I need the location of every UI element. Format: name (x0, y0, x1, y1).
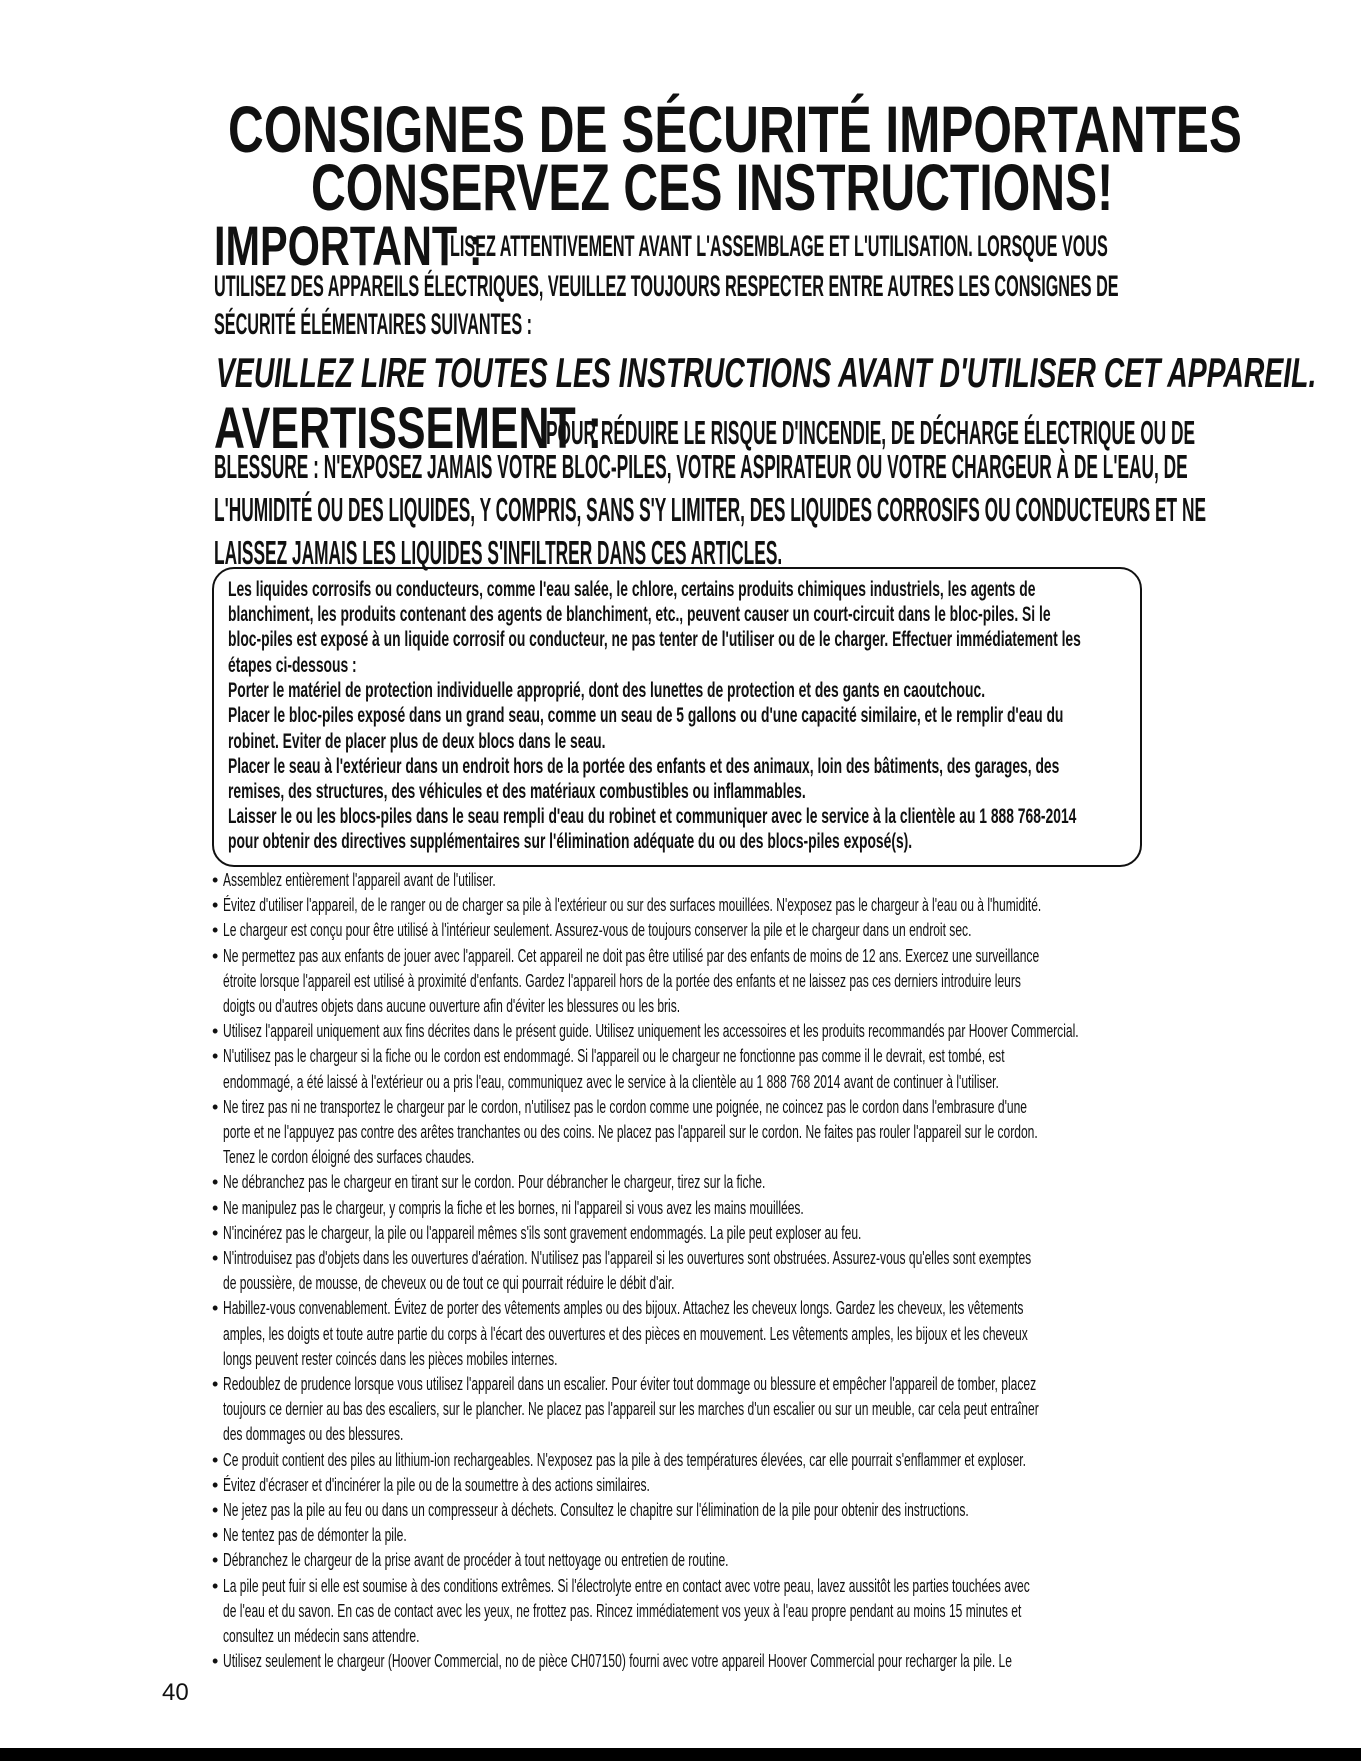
read-all-instructions: VEUILLEZ LIRE TOUTES LES INSTRUCTIONS AVANT D'UTILISER CET APPAREIL. (216, 349, 1317, 396)
warning-text-line: L'HUMIDITÉ OU DES LIQUIDES, Y COMPRIS, SANS S'Y LIMITER, DES LIQUIDES CORROSIFS OU CONDUCTEURS ET NE (214, 491, 1207, 528)
bullet-text: Ne débranchez pas le chargeur en tirant sur le cordon. Pour débrancher le chargeur, tirez sur la fiche. (223, 1172, 766, 1192)
notice-line: Porter le matériel de protection individuelle approprié, dont des lunettes de protection et des gants en caoutchouc. (228, 679, 986, 702)
notice-line: étapes ci-dessous : (228, 654, 357, 677)
notice-line: pour obtenir des directives supplémentaires sur l'élimination adéquate du ou des blocs-piles exposé(s). (228, 830, 913, 853)
title-line-1: CONSIGNES DE SÉCURITÉ IMPORTANTES (228, 92, 1242, 166)
bullet-text: Ne tirez pas ni ne transportez le chargeur par le cordon, n'utilisez pas le cordon comme une poignée, ne coincez pas le cordon dans l'embrasure d'une (223, 1097, 1027, 1117)
bullet-text: de poussière, de mousse, de cheveux ou de tout ce qui pourrait réduire le débit d'air. (223, 1273, 675, 1293)
bullet-text: Assemblez entièrement l'appareil avant de l'utiliser. (223, 870, 496, 890)
notice-line: bloc-piles est exposé à un liquide corrosif ou conducteur, ne pas tenter de l'utiliser ou de le charger. Effectuer immédiatement les (228, 628, 1081, 651)
bullet-text: N'incinérez pas le chargeur, la pile ou l'appareil mêmes s'ils sont gravement endommagés. La pile peut exploser au feu. (223, 1223, 862, 1243)
bullet-text: Évitez d'utiliser l'appareil, de le ranger ou de charger sa pile à l'extérieur ou sur des surfaces mouillées. N'exposez pas le chargeur à l'eau ou à l'humidité. (223, 895, 1042, 915)
bullet-text: consultez un médecin sans attendre. (223, 1626, 420, 1646)
bullet-dot-icon: • (212, 1223, 219, 1243)
bullet-text: Ce produit contient des piles au lithium-ion rechargeables. N'exposez pas la pile à des températures élevées, car elle pourrait s'enflammer et exploser. (223, 1450, 1027, 1470)
warning-heading: AVERTISSEMENT : (214, 396, 602, 461)
bullet-text: N'introduisez pas d'objets dans les ouvertures d'aération. N'utilisez pas l'appareil si les ouvertures sont obstruées. Assurez-vous qu'elles sont exemptes (223, 1248, 1032, 1268)
bullet-text: Ne jetez pas la pile au feu ou dans un compresseur à déchets. Consultez le chapitre sur l'élimination de la pile pour obtenir des instructions. (223, 1500, 969, 1520)
bullet-text: Évitez d'écraser et d'incinérer la pile ou de la soumettre à des actions similaires. (223, 1475, 650, 1495)
bullet-dot-icon: • (212, 1198, 219, 1218)
important-heading: IMPORTANT : (214, 214, 483, 277)
bullet-text: amples, les doigts et toute autre partie du corps à l'écart des ouvertures et des pièces en mouvement. Les vêtements amples, les bijoux et les cheveux (223, 1324, 1028, 1344)
bullet-dot-icon: • (212, 1021, 219, 1041)
bullet-text: longs peuvent rester coincés dans les pièces mobiles internes. (223, 1349, 558, 1369)
notice-line: Les liquides corrosifs ou conducteurs, comme l'eau salée, le chlore, certains produits chimiques industriels, les agents de (228, 578, 1036, 601)
warning-text-line: BLESSURE : N'EXPOSEZ JAMAIS VOTRE BLOC-PILES, VOTRE ASPIRATEUR OU VOTRE CHARGEUR À DE L'EAU, DE (214, 448, 1188, 485)
bullet-text: de l'eau et du savon. En cas de contact avec les yeux, ne frottez pas. Rincez immédiatement vos yeux à l'eau propre pendant au moins 15 minutes et (223, 1601, 1022, 1621)
notice-line: Laisser le ou les blocs-piles dans le seau rempli d'eau du robinet et communiquer avec le service à la clientèle au 1 888 768-2014 (228, 805, 1077, 828)
bullet-text: Tenez le cordon éloigné des surfaces chaudes. (223, 1147, 475, 1167)
bullet-dot-icon: • (212, 946, 219, 966)
bullet-text: Utilisez l'appareil uniquement aux fins décrites dans le présent guide. Utilisez uniquement les accessoires et les produits recommandés par Hoover Commercial. (223, 1021, 1079, 1041)
page-bottom-edge (0, 1748, 1361, 1761)
bullet-text: Ne tentez pas de démonter la pile. (223, 1525, 407, 1545)
bullet-dot-icon: • (212, 1298, 219, 1318)
bullet-text: Débranchez le chargeur de la prise avant de procéder à tout nettoyage ou entretien de routine. (223, 1550, 729, 1570)
bullet-text: toujours ce dernier au bas des escaliers, sur le plancher. Ne placez pas l'appareil sur les marches d'un escalier ou sur un meuble, car cela peut entraîner (223, 1399, 1039, 1419)
page-number: 40 (162, 1679, 189, 1706)
bullet-dot-icon: • (212, 1651, 219, 1671)
bullet-text: La pile peut fuir si elle est soumise à des conditions extrêmes. Si l'électrolyte entre en contact avec votre peau, lavez aussitôt les parties touchées avec (223, 1576, 1030, 1596)
bullet-dot-icon: • (212, 1172, 219, 1192)
bullet-text: Utilisez seulement le chargeur (Hoover Commercial, no de pièce CH07150) fourni avec votre appareil Hoover Commercial pour recharger la pile. Le (223, 1651, 1012, 1671)
bullet-dot-icon: • (212, 1097, 219, 1117)
notice-line: Placer le bloc-piles exposé dans un grand seau, comme un seau de 5 gallons ou d'une capacité similaire, et le remplir d'eau du (228, 704, 1064, 727)
title-line-2: CONSERVEZ CES INSTRUCTIONS! (311, 150, 1114, 224)
bullet-dot-icon: • (212, 1450, 219, 1470)
bullet-dot-icon: • (212, 1374, 219, 1394)
warning-text-line: LAISSEZ JAMAIS LES LIQUIDES S'INFILTRER DANS CES ARTICLES. (214, 534, 783, 571)
bullet-dot-icon: • (212, 1576, 219, 1596)
bullet-dot-icon: • (212, 870, 219, 890)
bullet-dot-icon: • (212, 1248, 219, 1268)
bullet-text: des dommages ou des blessures. (223, 1424, 404, 1444)
bullet-text: Ne manipulez pas le chargeur, y compris la fiche et les bornes, ni l'appareil si vous avez les mains mouillées. (223, 1198, 804, 1218)
warning-text-line: POUR RÉDUIRE LE RISQUE D'INCENDIE, DE DÉCHARGE ÉLECTRIQUE OU DE (546, 414, 1196, 451)
notice-line: robinet. Eviter de placer plus de deux blocs dans le seau. (228, 730, 606, 753)
notice-line: remises, des structures, des véhicules et des matériaux combustibles ou inflammables. (228, 780, 806, 803)
bullet-text: porte et ne l'appuyez pas contre des arêtes tranchantes ou des coins. Ne placez pas l'appareil sur le cordon. Ne faites pas rouler l'appareil sur le cordon. (223, 1122, 1038, 1142)
bullet-text: étroite lorsque l'appareil est utilisé à proximité d'enfants. Gardez l'appareil hors de la portée des enfants et ne laissez pas ces derniers introduire leurs (223, 971, 1021, 991)
bullet-text: doigts ou d'autres objets dans aucune ouverture afin d'éviter les blessures ou les bris. (223, 996, 681, 1016)
bullet-text: N'utilisez pas le chargeur si la fiche ou le cordon est endommagé. Si l'appareil ou le chargeur ne fonctionne pas comme il le devrait, est tombé, est (223, 1046, 1005, 1066)
bullet-text: Habillez-vous convenablement. Évitez de porter des vêtements amples ou des bijoux. Attachez les cheveux longs. Gardez les cheveux, les vêtements (223, 1298, 1024, 1318)
notice-line: Placer le seau à l'extérieur dans un endroit hors de la portée des enfants et des animaux, loin des bâtiments, des garages, des (228, 755, 1060, 778)
bullet-text: Redoublez de prudence lorsque vous utilisez l'appareil dans un escalier. Pour éviter tout dommage ou blessure et empêcher l'appareil de tomber, placez (223, 1374, 1037, 1394)
bullet-dot-icon: • (212, 920, 219, 940)
bullet-dot-icon: • (212, 1550, 219, 1570)
bullet-dot-icon: • (212, 895, 219, 915)
important-text-line: SÉCURITÉ ÉLÉMENTAIRES SUIVANTES : (214, 308, 533, 341)
important-text-line: UTILISEZ DES APPAREILS ÉLECTRIQUES, VEUILLEZ TOUJOURS RESPECTER ENTRE AUTRES LES CONSIGNES DE (214, 270, 1119, 303)
important-text-line: LISEZ ATTENTIVEMENT AVANT L'ASSEMBLAGE ET L'UTILISATION. LORSQUE VOUS (450, 230, 1108, 263)
bullet-text: endommagé, a été laissé à l'extérieur ou a pris l'eau, communiquez avec le service à la clientèle au 1 888 768 2014 avant de continuer à l'utiliser. (223, 1072, 999, 1092)
bullet-dot-icon: • (212, 1500, 219, 1520)
bullet-dot-icon: • (212, 1475, 219, 1495)
bullet-text: Ne permettez pas aux enfants de jouer avec l'appareil. Cet appareil ne doit pas être utilisé par des enfants de moins de 12 ans. Exercez une surveillance (223, 946, 1040, 966)
bullet-dot-icon: • (212, 1525, 219, 1545)
bullet-dot-icon: • (212, 1046, 219, 1066)
notice-line: blanchiment, les produits contenant des agents de blanchiment, etc., peuvent causer un court-circuit dans le bloc-piles. Si le (228, 603, 1051, 626)
bullet-text: Le chargeur est conçu pour être utilisé à l'intérieur seulement. Assurez-vous de toujours conserver la pile et le chargeur dans un endroit sec. (223, 920, 972, 940)
